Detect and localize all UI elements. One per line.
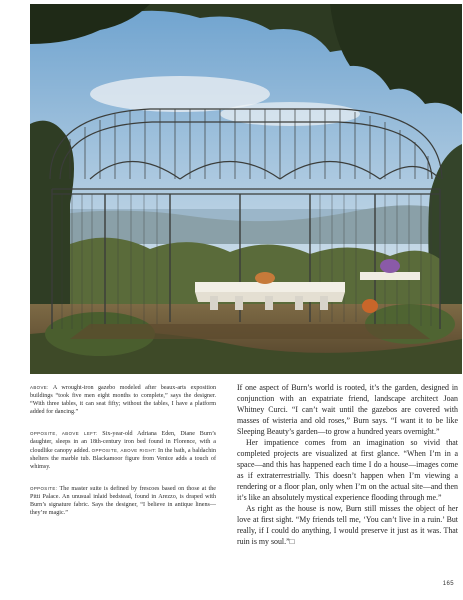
caption-text: In the bath, a baldachin shelters the marble tub. Blackamoor figure from Venice adds a touch of whimsy.: [30, 447, 216, 470]
article-body: [237, 382, 458, 547]
gazebo-photo-illustration: [30, 4, 462, 374]
gazebo-photo: [30, 4, 462, 374]
caption-opposite: [30, 485, 216, 517]
caption-lead: OPPOSITE:: [30, 485, 58, 491]
caption-sublead: OPPOSITE, ABOVE RIGHT:: [91, 447, 157, 453]
caption-opposite-above: [30, 430, 216, 470]
article-paragraph: Her impatience comes from an imagination so vivid that completed projects are visualized at first glance. “When I’m in a space—and this has happened each time I do a house—images come as if extraterrestrially. This doesn’t happen when I’m viewing a rendering or a floor plan, only when I’m on the actual site—and then it’s like an absolutely mystical experience flooding through me.”: [237, 438, 458, 502]
caption-lead: OPPOSITE, ABOVE LEFT:: [30, 431, 98, 437]
caption-lead: ABOVE:: [30, 385, 49, 390]
caption-text: Six-year-old Adriana Eden, Diane Burn’s daughter, sleeps in an 18th-century iron bed found in Florence, with a cloudlike canopy added.: [30, 431, 217, 454]
photo-captions: [30, 384, 216, 531]
page-number: 165: [442, 581, 454, 587]
caption-above: [30, 384, 216, 416]
caption-text: The master suite is defined by frescoes based on those at the Pitti Palace. An unusual inlaid bedstead, found in Arezzo, is draped with Burn’s signature fabric. Says the designer, “I believe in antique linens—they’re magic.”: [30, 485, 216, 517]
article-paragraph: If one aspect of Burn’s world is rooted, it’s the garden, designed in conjunction with an expatriate friend, landscape architect Joan Whitney Curci. “I can’t wait until the gazebos are covered with masses of wisteria and old roses,” Burn says. “I want it to be like Sleeping Beauty’s garden—to grow a hundred years overnight.”: [237, 383, 458, 436]
article-paragraph: As right as the house is now, Burn still misses the object of her love at first sight. “My friends tell me, ‘You can’t live in a ruin.’ But really, if I could do anything, I would preserve it just as it was. That ruin is my soul.”□: [237, 504, 458, 546]
caption-text: A wrought-iron gazebo modeled after beaux-arts exposition buildings “took five men eight months to complete,” says the designer. “With three tables, it can seat fifty; without the tables, I have a platform added for dancing.”: [30, 385, 216, 416]
